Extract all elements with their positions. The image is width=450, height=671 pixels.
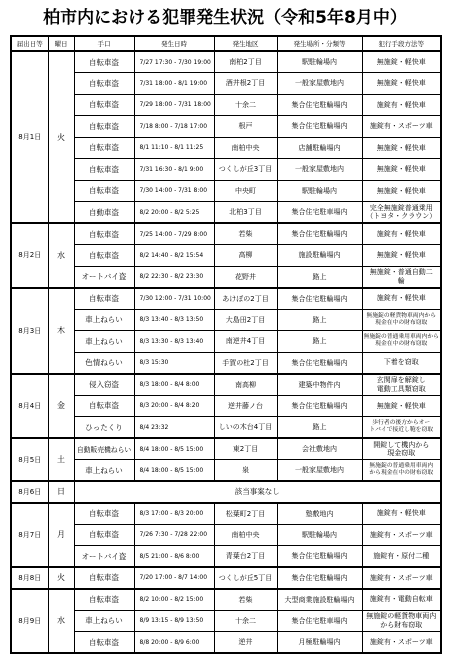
modus-operandi-cell: 施錠有・軽快車 (362, 503, 441, 525)
crime-method-cell: 車上ねらい (74, 460, 134, 482)
occurrence-datetime-cell: 7/27 17:30 - 7/30 19:00 (134, 51, 214, 73)
occurrence-place-cell: 集合住宅駐輪場内 (277, 546, 362, 568)
header-report-date: 届出日等 (11, 36, 48, 51)
occurrence-place-cell: 集合住宅駐輪場内 (277, 395, 362, 417)
occurrence-datetime-cell: 8/3 13:40 - 8/3 13:50 (134, 309, 214, 331)
crime-method-cell: 自転車盗 (74, 632, 134, 654)
occurrence-datetime-cell: 8/2 22:30 - 8/2 23:30 (134, 266, 214, 288)
occurrence-area-cell: 東2丁目 (214, 438, 277, 460)
occurrence-datetime-cell: 7/26 7:30 - 7/28 22:00 (134, 524, 214, 546)
weekday-cell: 金 (48, 374, 74, 439)
incident-row (11, 73, 441, 95)
incident-row (11, 94, 441, 116)
crime-method-cell: 自転車盗 (74, 51, 134, 73)
incident-row (11, 51, 441, 73)
occurrence-datetime-cell: 8/1 11:10 - 8/1 11:25 (134, 137, 214, 159)
occurrence-area-cell: 泉 (214, 460, 277, 482)
occurrence-area-cell: 高柳 (214, 245, 277, 267)
incident-row (11, 374, 441, 396)
modus-operandi-cell: 無施錠・普通自動二 輪 (362, 266, 441, 288)
modus-operandi-cell: 施錠有・軽快車 (362, 223, 441, 245)
occurrence-datetime-cell: 8/4 23:32 (134, 417, 214, 439)
occurrence-datetime-cell: 7/25 14:00 - 7/29 8:00 (134, 223, 214, 245)
occurrence-datetime-cell: 7/31 18:00 - 8/1 19:00 (134, 73, 214, 95)
occurrence-place-cell: 月極駐輪場内 (277, 632, 362, 654)
modus-operandi-cell: 施錠有・軽快車 (362, 288, 441, 310)
modus-operandi-cell: 開錠して機内から 現金窃取 (362, 438, 441, 460)
occurrence-place-cell: 店舗駐輪場内 (277, 137, 362, 159)
weekday-cell: 月 (48, 503, 74, 568)
occurrence-area-cell: 十余二 (214, 94, 277, 116)
crime-method-cell: 自転車盗 (74, 589, 134, 611)
occurrence-datetime-cell: 8/3 13:30 - 8/3 13:40 (134, 331, 214, 353)
header-weekday: 曜日 (48, 36, 74, 51)
header-datetime: 発生日時 (134, 36, 214, 51)
incident-row (11, 460, 441, 482)
crime-method-cell: 自転車盗 (74, 395, 134, 417)
occurrence-datetime-cell: 8/2 10:00 - 8/2 15:00 (134, 589, 214, 611)
occurrence-area-cell: 中央町 (214, 180, 277, 202)
incident-row (11, 503, 441, 525)
occurrence-area-cell: 南逆井4丁目 (214, 331, 277, 353)
weekday-cell: 火 (48, 567, 74, 589)
occurrence-place-cell: 一般家屋敷地内 (277, 159, 362, 181)
weekday-cell: 水 (48, 223, 74, 288)
occurrence-datetime-cell: 8/3 15:30 (134, 352, 214, 374)
report-date-cell: 8月7日 (11, 503, 48, 568)
incident-row (11, 288, 441, 310)
incident-row (11, 589, 441, 611)
incident-row (11, 417, 441, 439)
modus-operandi-cell: 無施錠・軽快車 (362, 180, 441, 202)
occurrence-place-cell: 集合住宅駐輪場内 (277, 116, 362, 138)
crime-method-cell: 自転車盗 (74, 223, 134, 245)
modus-operandi-cell: 施錠有・スポーツ車 (362, 632, 441, 654)
weekday-cell: 木 (48, 288, 74, 374)
header-method: 手口 (74, 36, 134, 51)
occurrence-area-cell: 南柏2丁目 (214, 51, 277, 73)
occurrence-place-cell: 集合住宅駐車場内 (277, 610, 362, 632)
modus-operandi-cell: 施錠有・スポーツ車 (362, 116, 441, 138)
modus-operandi-cell: 施錠有・スポーツ車 (362, 567, 441, 589)
occurrence-datetime-cell: 7/18 8:00 - 7/18 17:00 (134, 116, 214, 138)
occurrence-area-cell: 南高柳 (214, 374, 277, 396)
occurrence-datetime-cell: 7/20 17:00 - 8/7 14:00 (134, 567, 214, 589)
incident-row (11, 524, 441, 546)
report-date-cell: 8月9日 (11, 589, 48, 654)
incident-row (11, 632, 441, 654)
crime-method-cell: 自転車盗 (74, 94, 134, 116)
occurrence-area-cell: 花野井 (214, 266, 277, 288)
weekday-cell: 日 (48, 481, 74, 503)
occurrence-area-cell: 手賀の杜2丁目 (214, 352, 277, 374)
occurrence-area-cell: 北柏3丁目 (214, 202, 277, 224)
occurrence-datetime-cell: 8/2 20:00 - 8/2 5:25 (134, 202, 214, 224)
crime-method-cell: 侵入窃盗 (74, 374, 134, 396)
incident-row (11, 180, 441, 202)
occurrence-place-cell: 一般家屋敷地内 (277, 73, 362, 95)
weekday-cell: 土 (48, 438, 74, 481)
table-header-row (11, 36, 441, 51)
occurrence-place-cell: 路上 (277, 266, 362, 288)
no-incident-note: 該当事案なし (74, 481, 441, 503)
occurrence-place-cell: 路上 (277, 417, 362, 439)
crime-method-cell: 自転車盗 (74, 288, 134, 310)
occurrence-area-cell: 逆井藤ノ台 (214, 395, 277, 417)
occurrence-datetime-cell: 7/31 16:30 - 8/1 9:00 (134, 159, 214, 181)
header-place: 発生場所・分類等 (277, 36, 362, 51)
no-incident-row (11, 481, 441, 503)
occurrence-place-cell: 駅駐輪場内 (277, 524, 362, 546)
modus-operandi-cell: 無施錠・軽快車 (362, 245, 441, 267)
occurrence-area-cell: つくしが丘5丁目 (214, 567, 277, 589)
occurrence-place-cell: 集合住宅駐輪場内 (277, 288, 362, 310)
occurrence-place-cell: 路上 (277, 331, 362, 353)
report-date-cell: 8月5日 (11, 438, 48, 481)
report-date-cell: 8月4日 (11, 374, 48, 439)
modus-operandi-cell: 歩行者の後方からオー トバイで接近し鞄を窃取 (362, 417, 441, 439)
occurrence-datetime-cell: 8/3 17:00 - 8/3 20:00 (134, 503, 214, 525)
crime-method-cell: 自転車盗 (74, 159, 134, 181)
crime-method-cell: 色情ねらい (74, 352, 134, 374)
occurrence-area-cell: 酒井根2丁目 (214, 73, 277, 95)
incident-row (11, 567, 441, 589)
occurrence-place-cell: 集合住宅駐輪場内 (277, 567, 362, 589)
occurrence-place-cell: 集合住宅駐輪場内 (277, 352, 362, 374)
occurrence-datetime-cell: 8/9 13:15 - 8/9 13:50 (134, 610, 214, 632)
crime-method-cell: 車上ねらい (74, 331, 134, 353)
header-area: 発生地区 (214, 36, 277, 51)
report-date-cell: 8月3日 (11, 288, 48, 374)
crime-method-cell: オートバイ盗 (74, 546, 134, 568)
modus-operandi-cell: 無施錠・軽快車 (362, 159, 441, 181)
incident-row (11, 223, 441, 245)
incident-row (11, 331, 441, 353)
occurrence-area-cell: 南柏中央 (214, 524, 277, 546)
occurrence-datetime-cell: 8/3 20:00 - 8/4 8:20 (134, 395, 214, 417)
occurrence-datetime-cell: 8/4 18:00 - 8/5 15:00 (134, 460, 214, 482)
incident-row (11, 395, 441, 417)
incident-row (11, 610, 441, 632)
occurrence-area-cell: 若柴 (214, 589, 277, 611)
occurrence-area-cell: 大島田2丁目 (214, 309, 277, 331)
occurrence-place-cell: 駅駐輪場内 (277, 180, 362, 202)
modus-operandi-cell: 施錠有・原付二種 (362, 546, 441, 568)
incident-row (11, 116, 441, 138)
incident-row (11, 309, 441, 331)
incident-row (11, 159, 441, 181)
crime-method-cell: オートバイ盗 (74, 266, 134, 288)
occurrence-area-cell: しいの木台4丁目 (214, 417, 277, 439)
modus-operandi-cell: 施錠有・軽快車 (362, 94, 441, 116)
report-date-cell: 8月1日 (11, 51, 48, 223)
incident-row (11, 546, 441, 568)
modus-operandi-cell: 無施錠の軽貨物車両内 から財布窃取 (362, 610, 441, 632)
occurrence-area-cell: あけぼの2丁目 (214, 288, 277, 310)
occurrence-place-cell: 集合住宅駐輪場内 (277, 223, 362, 245)
crime-method-cell: 自動販売機ねらい (74, 438, 134, 460)
report-date-cell: 8月2日 (11, 223, 48, 288)
modus-operandi-cell: 無施錠の普通乗用車両内から 現金在中の財布窃取 (362, 331, 441, 353)
incident-row (11, 245, 441, 267)
occurrence-datetime-cell: 8/5 21:00 - 8/6 8:00 (134, 546, 214, 568)
occurrence-area-cell: 青葉台2丁目 (214, 546, 277, 568)
occurrence-datetime-cell: 8/4 18:00 - 8/5 15:00 (134, 438, 214, 460)
occurrence-area-cell: 南柏中央 (214, 137, 277, 159)
crime-method-cell: 自転車盗 (74, 116, 134, 138)
header-modus: 犯行手段方法等 (362, 36, 441, 51)
occurrence-area-cell: 十余二 (214, 610, 277, 632)
occurrence-area-cell: 逆井 (214, 632, 277, 654)
report-date-cell: 8月8日 (11, 567, 48, 589)
crime-report-table (10, 35, 442, 654)
modus-operandi-cell: 施錠有・電動自転車 (362, 589, 441, 611)
modus-operandi-cell: 無施錠・軽快車 (362, 137, 441, 159)
incident-row (11, 352, 441, 374)
occurrence-area-cell: 根戸 (214, 116, 277, 138)
crime-method-cell: ひったくり (74, 417, 134, 439)
modus-operandi-cell: 下着を窃取 (362, 352, 441, 374)
occurrence-datetime-cell: 8/2 14:40 - 8/2 15:54 (134, 245, 214, 267)
modus-operandi-cell: 無施錠の軽貨物車両内から 現金在中の財布窃取 (362, 309, 441, 331)
crime-method-cell: 自転車盗 (74, 567, 134, 589)
crime-method-cell: 車上ねらい (74, 610, 134, 632)
occurrence-place-cell: 一般家屋敷地内 (277, 460, 362, 482)
modus-operandi-cell: 無施錠・軽快車 (362, 51, 441, 73)
incident-row (11, 266, 441, 288)
crime-method-cell: 自転車盗 (74, 137, 134, 159)
occurrence-place-cell: 集合住宅駐車場内 (277, 202, 362, 224)
modus-operandi-cell: 玄関扉を解錠し 電動工具類窃取 (362, 374, 441, 396)
occurrence-place-cell: 会社敷地内 (277, 438, 362, 460)
incident-row (11, 438, 441, 460)
weekday-cell: 水 (48, 589, 74, 654)
modus-operandi-cell: 施錠有・スポーツ車 (362, 524, 441, 546)
crime-method-cell: 自転車盗 (74, 503, 134, 525)
occurrence-area-cell: 若柴 (214, 223, 277, 245)
occurrence-place-cell: 塾敷地内 (277, 503, 362, 525)
crime-method-cell: 自動車盗 (74, 202, 134, 224)
occurrence-area-cell: つくしが丘3丁目 (214, 159, 277, 181)
crime-method-cell: 車上ねらい (74, 309, 134, 331)
occurrence-area-cell: 松葉町2丁目 (214, 503, 277, 525)
crime-method-cell: 自転車盗 (74, 245, 134, 267)
occurrence-place-cell: 大型商業施設駐輪場内 (277, 589, 362, 611)
occurrence-datetime-cell: 8/3 18:00 - 8/4 8:00 (134, 374, 214, 396)
crime-method-cell: 自転車盗 (74, 524, 134, 546)
report-date-cell: 8月6日 (11, 481, 48, 503)
modus-operandi-cell: 無施錠・軽快車 (362, 73, 441, 95)
occurrence-place-cell: 路上 (277, 309, 362, 331)
incident-row (11, 202, 441, 224)
occurrence-place-cell: 施設駐輪場内 (277, 245, 362, 267)
modus-operandi-cell: 完全無施錠普通乗用 （トヨタ・クラウン） (362, 202, 441, 224)
modus-operandi-cell: 無施錠・軽快車 (362, 395, 441, 417)
modus-operandi-cell: 無施錠の普通乗用車両内 から現金在中の財布窃取 (362, 460, 441, 482)
page-title: 柏市内における犯罪発生状況（令和5年8月中） (43, 8, 407, 28)
incident-row (11, 137, 441, 159)
crime-method-cell: 自転車盗 (74, 73, 134, 95)
occurrence-place-cell: 建築中物件内 (277, 374, 362, 396)
occurrence-datetime-cell: 7/29 18:00 - 7/31 18:00 (134, 94, 214, 116)
weekday-cell: 火 (48, 51, 74, 223)
crime-method-cell: 自転車盗 (74, 180, 134, 202)
occurrence-place-cell: 集合住宅駐輪場内 (277, 94, 362, 116)
occurrence-datetime-cell: 8/8 20:00 - 8/9 6:00 (134, 632, 214, 654)
occurrence-datetime-cell: 7/30 14:00 - 7/31 8:00 (134, 180, 214, 202)
occurrence-datetime-cell: 7/30 12:00 - 7/31 10:00 (134, 288, 214, 310)
occurrence-place-cell: 駅駐輪場内 (277, 51, 362, 73)
